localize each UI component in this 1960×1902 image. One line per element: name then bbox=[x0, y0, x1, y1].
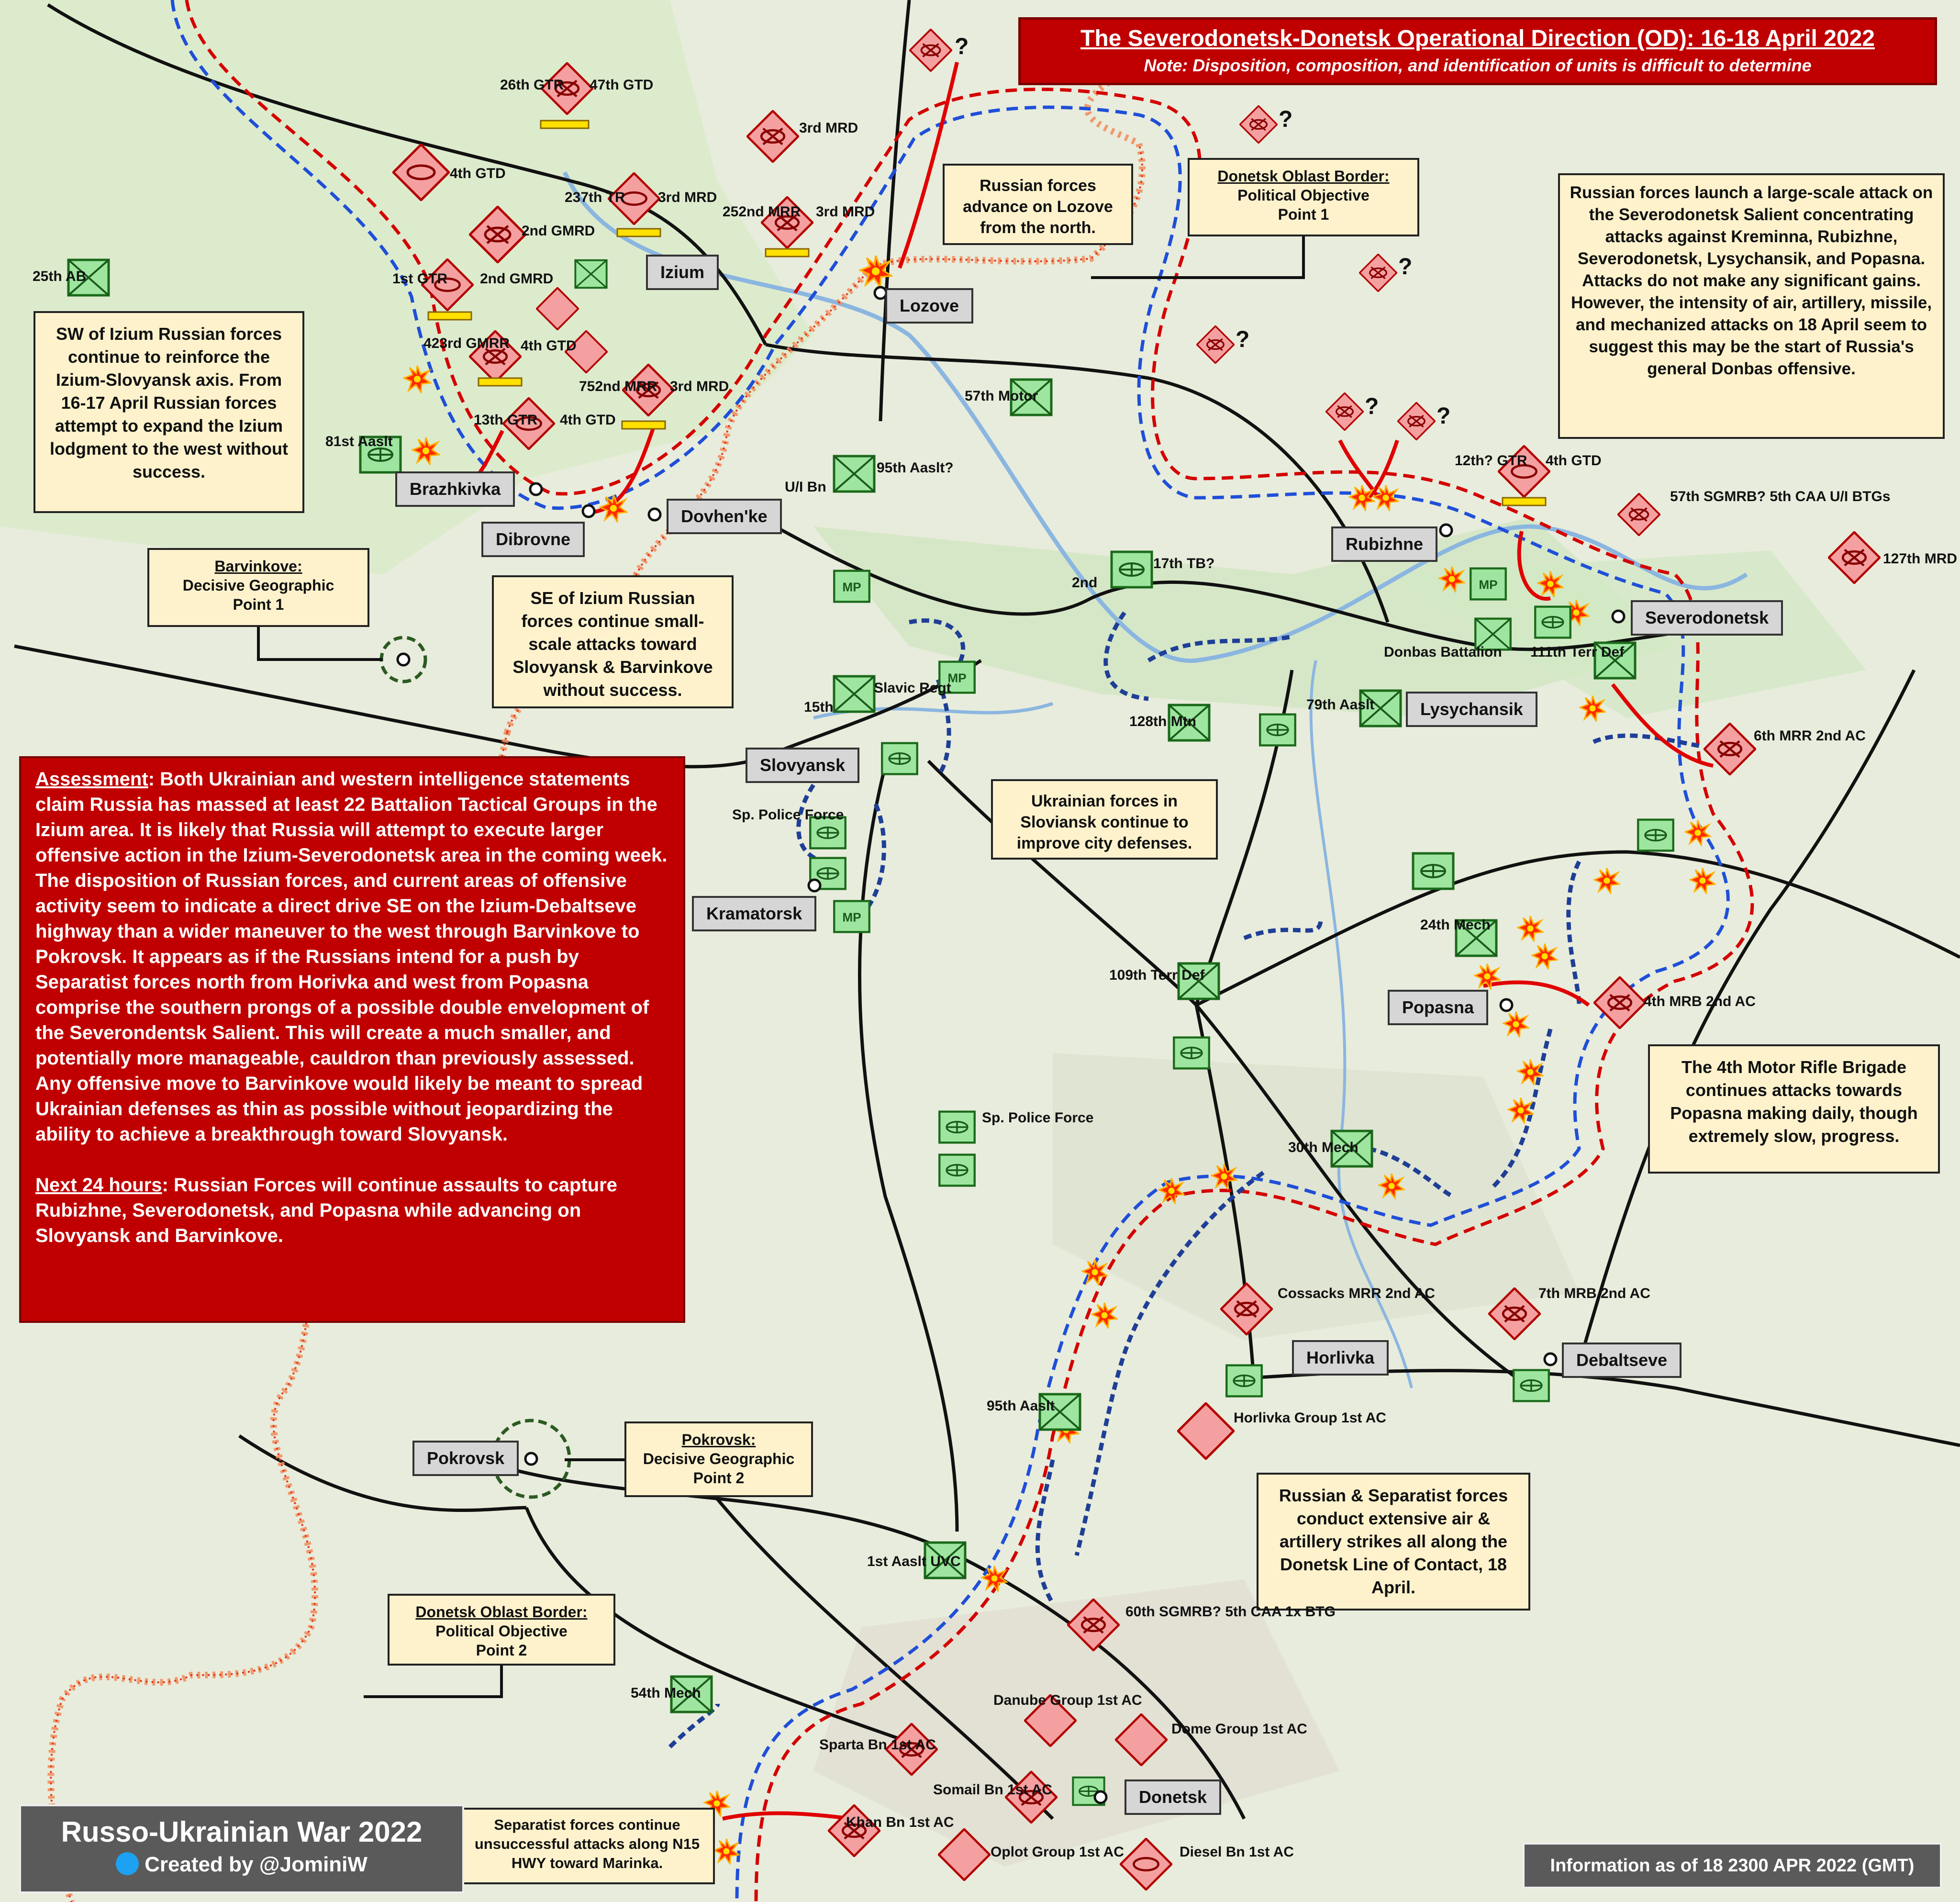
assessment-heading: Assessment bbox=[35, 769, 148, 790]
ru-unit-label: 4th MRB 2nd AC bbox=[1644, 994, 1756, 1009]
geo-pokrovsk bbox=[624, 1421, 813, 1497]
geo-line1: Decisive Geographic bbox=[643, 1450, 795, 1467]
geo-line2: Point 2 bbox=[476, 1642, 527, 1659]
city-label: Pokrovsk bbox=[412, 1441, 519, 1476]
city-label: Popasna bbox=[1388, 990, 1488, 1025]
ua-unit-label: 1st Aaslt UVC bbox=[867, 1554, 961, 1569]
ua-unit-label: 109th Terr Def bbox=[1109, 967, 1205, 983]
map-title: The Severodonetsk-Donetsk Operational Direction (OD): 16-18 April 2022 bbox=[1080, 26, 1875, 51]
ru-unit-label: Somail Bn 1st AC bbox=[933, 1782, 1052, 1798]
ru-unit-label: 2nd GMRD bbox=[480, 271, 554, 287]
unknown-marker: ? bbox=[1365, 394, 1379, 419]
next-24-heading: Next 24 hours bbox=[35, 1175, 162, 1196]
city-label: Kramatorsk bbox=[692, 896, 816, 931]
note-salient: Russian forces launch a large-scale attack on the Severodonetsk Salient concentrating attacks against Kreminna, Rubizhne, Severodonetsk, Lysychansik, and Popasna. Attacks do not make any significant gains. However, the intensity of air, artillery, missile, and mechanized attacks on 18 April seem to suggest this may be the start of Russia's general Donbas offensive. bbox=[1558, 173, 1945, 439]
city-label: Horlivka bbox=[1292, 1340, 1389, 1376]
ua-unit-label: 57th Motor bbox=[965, 388, 1038, 404]
branding-credit: Created by @JominiW bbox=[145, 1853, 368, 1876]
ru-unit-label: 12th? GTR bbox=[1455, 453, 1527, 469]
city-label: Dovhen'ke bbox=[667, 499, 782, 534]
ua-unit-label: 79th Aaslt bbox=[1306, 697, 1375, 713]
geo-line1: Decisive Geographic bbox=[182, 577, 334, 594]
ua-unit-label: 54th Mech bbox=[631, 1685, 701, 1701]
ru-unit-label: 1st GTR bbox=[392, 271, 448, 287]
branding-panel bbox=[19, 1804, 464, 1893]
ua-unit-label: 81st Aaslt bbox=[325, 434, 393, 449]
ru-unit-label: 26th GTR bbox=[500, 77, 564, 93]
ru-unit-label: Horlivka Group 1st AC bbox=[1234, 1410, 1386, 1426]
ua-unit-label: 15th bbox=[804, 699, 834, 715]
ru-unit-label: 4th GTD bbox=[560, 412, 616, 428]
ru-unit-label: 423rd GMRR bbox=[423, 336, 510, 351]
geo-title: Pokrovsk: bbox=[681, 1431, 756, 1448]
ua-unit-label: Sp. Police Force bbox=[982, 1110, 1094, 1126]
city-label: Izium bbox=[646, 255, 719, 290]
unknown-marker: ? bbox=[1398, 254, 1413, 280]
ua-unit-label: 24th Mech bbox=[1420, 917, 1491, 933]
ru-unit-label: 4th GTD bbox=[1546, 453, 1602, 469]
note-lozove: Russian forces advance on Lozove from the north. bbox=[943, 164, 1133, 245]
geo-barvinkove bbox=[147, 548, 369, 627]
ua-unit-label: 17th TB? bbox=[1153, 556, 1215, 571]
assessment-text: : Both Ukrainian and western intelligence statements claim Russia has massed at least 22 Battalion Tactical Groups in the Izium area. It is likely that Russia will attempt to execute larger offensive action in the Izium-Severodonetsk area in the coming week. The disposition of Russian forces, and current areas of offensive activity seem to indicate a direct drive SE on the Izium-Debaltseve highway than a wider maneuver to the west through Barvinkove to Pokrovsk. It appears as if the Russians intend for a push by Separatist forces north from Horivka and west from Popasna comprise the southern prongs of a possible double envelopment of the Severondentsk Salient. This will create a much smaller, and potentially more manageable, cauldron than previously assessed. Any offensive move to Barvinkove would likely be meant to spread Ukrainian defenses as thin as possible without jeopardizing the ability to achieve a breakthrough toward Slovyansk. bbox=[35, 769, 668, 1145]
ru-unit-label: Khan Bn 1st AC bbox=[846, 1814, 954, 1830]
ru-unit-label: 2nd GMRD bbox=[522, 223, 595, 239]
ru-unit-label: 127th MRD bbox=[1883, 551, 1958, 567]
city-label: Brazhkivka bbox=[395, 471, 515, 507]
twitter-icon bbox=[116, 1852, 139, 1875]
geo-title: Barvinkove: bbox=[214, 558, 302, 575]
ru-unit-label: 13th GTR bbox=[474, 412, 538, 428]
ru-unit-label: Oplot Group 1st AC bbox=[991, 1844, 1124, 1860]
ru-unit-label: Diesel Bn 1st AC bbox=[1180, 1844, 1294, 1860]
branding-title: Russo-Ukrainian War 2022 bbox=[61, 1816, 423, 1848]
ru-unit-label: 237th TR bbox=[565, 190, 625, 205]
geo-line2: Point 1 bbox=[233, 596, 284, 613]
geo-donetsk-border-1 bbox=[1188, 158, 1419, 236]
ru-unit-label: 4th GTD bbox=[450, 166, 506, 181]
geo-title: Donetsk Oblast Border: bbox=[1217, 168, 1390, 185]
ru-unit-label: 3rd MRD bbox=[799, 120, 858, 136]
ua-unit-label: 30th Mech bbox=[1288, 1140, 1359, 1155]
ua-unit-label: 2nd bbox=[1072, 575, 1098, 591]
next-24-text: : Russian Forces will continue assaults to capture Rubizhne, Severodonetsk, and Popasna while advancing on Slovyansk and Barvinkove. bbox=[35, 1175, 617, 1246]
ru-unit-label: 57th SGMRB? 5th CAA U/I BTGs bbox=[1670, 489, 1891, 504]
geo-line1: Political Objective bbox=[435, 1622, 568, 1640]
note-sw-izium: SW of Izium Russian forces continue to reinforce the Izium-Slovyansk axis. From 16-17 April Russian forces attempt to expand the Izium lodgment to the west without success. bbox=[33, 311, 304, 513]
note-slovyansk-defense: Ukrainian forces in Sloviansk continue to improve city defenses. bbox=[991, 779, 1218, 860]
ru-unit-label: 752nd MRR bbox=[579, 379, 657, 394]
ua-unit-label: Sp. Police Force bbox=[732, 807, 844, 823]
ua-unit-label: 128th Mtn bbox=[1129, 714, 1197, 729]
ru-unit-label: 3rd MRD bbox=[658, 190, 717, 205]
ru-unit-label: 3rd MRD bbox=[816, 204, 875, 220]
ru-unit-label: Sparta Bn 1st AC bbox=[819, 1737, 936, 1753]
city-label: Dibrovne bbox=[481, 522, 585, 557]
city-label: Slovyansk bbox=[746, 748, 859, 783]
ru-unit-label: 4th GTD bbox=[521, 338, 577, 354]
map-title-banner bbox=[1018, 17, 1937, 85]
ua-unit-label: 95th Aaslt? bbox=[877, 460, 954, 476]
ru-unit-label: 60th SGMRB? 5th CAA 1x BTG bbox=[1125, 1604, 1336, 1620]
ua-unit-label: U/I Bn bbox=[785, 479, 826, 495]
note-popasna-4th: The 4th Motor Rifle Brigade continues attacks towards Popasna making daily, though extremely slow, progress. bbox=[1648, 1044, 1940, 1174]
unknown-marker: ? bbox=[1437, 403, 1451, 429]
geo-donetsk-border-2 bbox=[388, 1594, 615, 1666]
geo-title: Donetsk Oblast Border: bbox=[415, 1603, 588, 1621]
city-label: Severodonetsk bbox=[1631, 600, 1783, 636]
note-donetsk-strikes: Russian & Separatist forces conduct extensive air & artillery strikes all along the Donetsk Line of Contact, 18 April. bbox=[1257, 1473, 1530, 1611]
unknown-marker: ? bbox=[1279, 107, 1293, 132]
ru-unit-label: 7th MRB 2nd AC bbox=[1538, 1286, 1650, 1301]
ru-unit-label: Dome Group 1st AC bbox=[1171, 1721, 1307, 1737]
city-label: Debaltseve bbox=[1562, 1343, 1682, 1378]
city-label: Donetsk bbox=[1125, 1779, 1221, 1815]
map-subtitle-note: Note: Disposition, composition, and identification of units is difficult to determine bbox=[1144, 56, 1812, 75]
geo-line2: Point 2 bbox=[693, 1469, 745, 1487]
ua-unit-label: Donbas Battalion bbox=[1384, 644, 1502, 660]
unknown-marker: ? bbox=[955, 34, 969, 59]
branding-credit-row bbox=[21, 1851, 462, 1878]
note-se-izium: SE of Izium Russian forces continue small-scale attacks toward Slovyansk & Barvinkove without success. bbox=[492, 575, 734, 708]
city-label: Lozove bbox=[885, 288, 973, 324]
ru-unit-label: 47th GTD bbox=[590, 77, 654, 93]
ru-unit-label: Cossacks MRR 2nd AC bbox=[1278, 1286, 1435, 1301]
city-label: Rubizhne bbox=[1331, 526, 1437, 562]
ua-unit-label: 111th Terr Def bbox=[1530, 644, 1625, 660]
ua-unit-label: 25th AB bbox=[33, 269, 87, 284]
city-label: Lysychansik bbox=[1406, 692, 1537, 727]
note-marinka: Separatist forces continue unsuccessful attacks along N15 HWY toward Marinka. bbox=[459, 1808, 715, 1884]
ru-unit-label: Danube Group 1st AC bbox=[993, 1692, 1142, 1708]
info-timestamp: Information as of 18 2300 APR 2022 (GMT) bbox=[1523, 1843, 1942, 1889]
ru-unit-label: 252nd MRR bbox=[723, 204, 801, 220]
ua-unit-label: 95th Aaslt bbox=[987, 1398, 1055, 1414]
ru-unit-label: 3rd MRD bbox=[670, 379, 729, 394]
geo-line1: Political Objective bbox=[1237, 187, 1370, 204]
assessment-panel bbox=[19, 756, 685, 1323]
ru-unit-label: 6th MRR 2nd AC bbox=[1754, 728, 1866, 744]
unknown-marker: ? bbox=[1236, 327, 1250, 352]
geo-line2: Point 1 bbox=[1278, 206, 1329, 223]
ua-unit-label: Slavic Regt bbox=[874, 680, 951, 696]
